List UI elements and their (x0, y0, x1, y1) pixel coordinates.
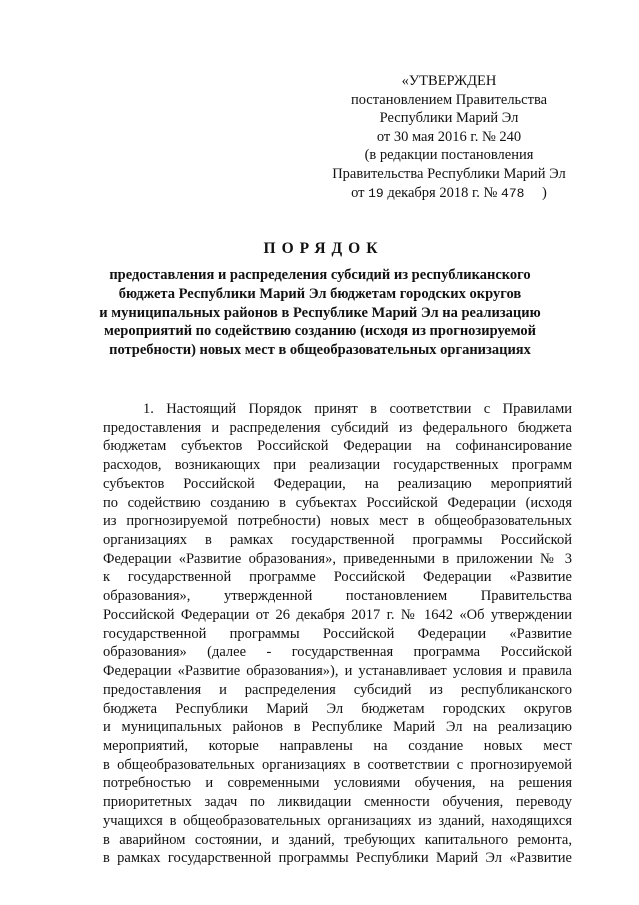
amendment-number: 478 (501, 185, 525, 201)
body-line: предоставления и распределения субсидий из республиканского (103, 681, 572, 698)
body-line: образования», утвержденной постановлением Правительства (103, 588, 572, 605)
body-line: потребностью и современными условиями обучения, на решения (103, 775, 572, 792)
subtitle-line: предоставления и распределения субсидий из республиканского (109, 267, 531, 283)
amendment-day: 19 (368, 185, 384, 201)
body-line: по содействию созданию в субъектах Российской Федерации (исходя (103, 494, 572, 511)
body-line: бюджетам субъектов Российской Федерации на софинансирование (103, 438, 572, 455)
body-line: Федерации «Развитие образования», приведенными в приложении № 3 (103, 550, 572, 567)
body-line: Федерации «Развитие образования»), и устанавливает условия и правила (103, 663, 572, 680)
body-line: к государственной программе Российской Федерации «Развитие (103, 569, 572, 586)
approval-line: Правительства Республики Марий Эл (332, 165, 566, 182)
subtitle-line: мероприятий по содействию созданию (исходя из прогнозируемой (103, 323, 537, 340)
body-line: приоритетных задач по ликвидации сменности обучения, переводу (103, 794, 572, 811)
body-line: расходов, возникающих при реализации государственных программ (103, 457, 572, 474)
body-line: 1. Настоящий Порядок принят в соответствии с Правилами (143, 401, 572, 417)
body-line: Российской Федерации от 26 декабря 2017 г. № 1642 «Об утверждении (103, 606, 572, 623)
amendment-close: ) (542, 184, 547, 201)
subtitle-line: и муниципальных районов в Республике Марий Эл на реализацию (99, 304, 541, 321)
body-line: организациях в рамках государственной программы Российской (103, 532, 572, 549)
amendment-line (322, 184, 576, 204)
approval-line: от 30 мая 2016 г. № 240 (376, 128, 522, 145)
body-line: мероприятий, которые направлены на создание новых мест (103, 737, 572, 754)
approval-line: «УТВЕРЖДЕН (401, 73, 497, 89)
document-subtitle (60, 266, 580, 360)
subtitle-line: бюджета Республики Марий Эл бюджетам городских округов (118, 285, 522, 302)
approval-line: постановлением Правительства (350, 91, 548, 108)
body-paragraph (103, 400, 572, 868)
body-line: в общеобразовательных организациях в соответствии с прогнозируемой (103, 756, 572, 773)
body-line: и муниципальных районов в Республике Марий Эл на реализацию (103, 719, 572, 736)
amendment-middle: декабря 2018 г. № (387, 184, 498, 201)
body-line: в рамках государственной программы Республики Марий Эл «Развитие (103, 850, 572, 867)
approval-block (322, 72, 576, 203)
body-line: образования» (далее - государственная программа Российской (103, 644, 572, 661)
body-line: предоставления и распределения субсидий из федерального бюджета (103, 419, 572, 436)
body-line: учащихся в общеобразовательных организациях из зданий, находящихся (103, 812, 572, 829)
body-line: из прогнозируемой потребности) новых мест в общеобразовательных (103, 513, 572, 530)
body-line: в аварийном состоянии, и зданий, требующих капитального ремонта, (103, 831, 572, 848)
amendment-prefix: от (351, 184, 365, 201)
approval-line: (в редакции постановления (364, 147, 534, 164)
approval-line: Республики Марий Эл (379, 110, 519, 127)
body-line: государственной программы Российской Федерации «Развитие (103, 625, 572, 642)
body-line: субъектов Российской Федерации, на реализацию мероприятий (103, 475, 572, 492)
subtitle-line: потребности) новых мест в общеобразовательных организациях (109, 342, 531, 359)
document-title: ПОРЯДОК (263, 240, 384, 257)
body-line: бюджета Республики Марий Эл бюджетам городских округов (103, 700, 572, 717)
